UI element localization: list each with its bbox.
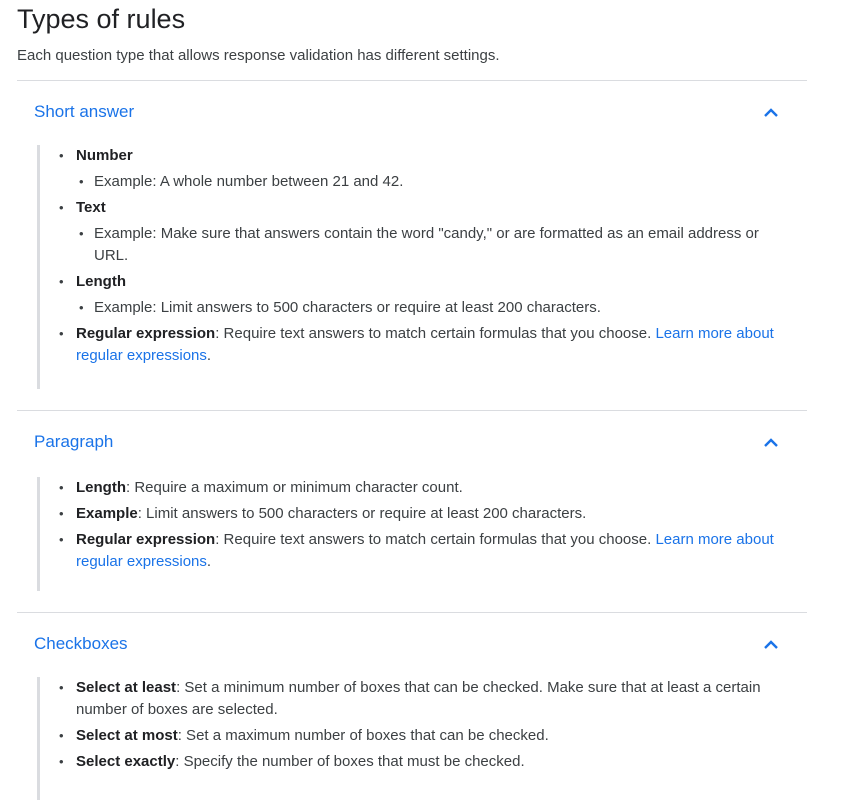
rule-term: Regular expression <box>76 325 216 342</box>
section-content <box>37 677 780 800</box>
rule-term: Length <box>76 273 126 290</box>
chevron-up-icon[interactable] <box>763 107 779 119</box>
list-item <box>40 145 780 193</box>
section-content <box>37 477 780 591</box>
rule-term: Text <box>76 199 106 216</box>
learn-more-link[interactable]: Learn more about regular expressions <box>76 531 774 570</box>
section-checkboxes <box>17 612 807 800</box>
rule-term: Select exactly <box>76 753 176 770</box>
list-item: • Select at most: Set a maximum number of boxes that can be checked. <box>40 725 780 747</box>
section-header-short-answer[interactable] <box>17 81 807 141</box>
list-item: • Regular expression: Require text answers to match certain formulas that you choose. Learn more about regular expressions. <box>40 323 780 367</box>
list-item <box>40 271 780 319</box>
section-short-answer <box>17 80 807 411</box>
section-title: Checkboxes <box>34 634 128 653</box>
list-item: • Length: Require a maximum or minimum character count. <box>40 477 780 499</box>
rule-list <box>40 477 780 573</box>
rule-term: Regular expression <box>76 531 216 548</box>
section-title: Short answer <box>34 102 135 121</box>
rule-term: Select at least <box>76 679 177 696</box>
list-item: • Select exactly: Specify the number of boxes that must be checked. <box>40 751 780 773</box>
list-item <box>40 197 780 267</box>
section-title: Paragraph <box>34 432 114 451</box>
learn-more-link[interactable]: Learn more about regular expressions <box>76 325 774 364</box>
list-item: • Regular expression: Require text answers to match certain formulas that you choose. Learn more about regular expressions. <box>40 529 780 573</box>
rule-term: Number <box>76 147 133 164</box>
chevron-up-icon[interactable] <box>763 437 779 449</box>
rule-term: Length <box>76 479 126 496</box>
page-title: Types of rules <box>17 4 186 34</box>
chevron-up-icon[interactable] <box>763 639 779 651</box>
section-content <box>37 145 780 389</box>
list-item: • Select at least: Set a minimum number of boxes that can be checked. Make sure that at least a certain number of boxes are selected. <box>40 677 780 721</box>
list-item: • Example: Make sure that answers contain the word "candy," or are formatted as an email address or URL. <box>76 223 780 267</box>
section-paragraph <box>17 410 807 613</box>
rule-list <box>40 677 780 773</box>
list-item: • Example: Limit answers to 500 characters or require at least 200 characters. <box>76 297 780 319</box>
rule-list <box>40 145 780 367</box>
section-header-checkboxes[interactable] <box>17 613 807 673</box>
rule-term: Select at most <box>76 727 178 744</box>
section-header-paragraph[interactable] <box>17 411 807 471</box>
list-item: • Example: Limit answers to 500 characters or require at least 200 characters. <box>40 503 780 525</box>
intro-text: Each question type that allows response validation has different settings. <box>17 47 500 64</box>
list-item: • Example: A whole number between 21 and 42. <box>76 171 780 193</box>
rule-term: Example <box>76 505 138 522</box>
